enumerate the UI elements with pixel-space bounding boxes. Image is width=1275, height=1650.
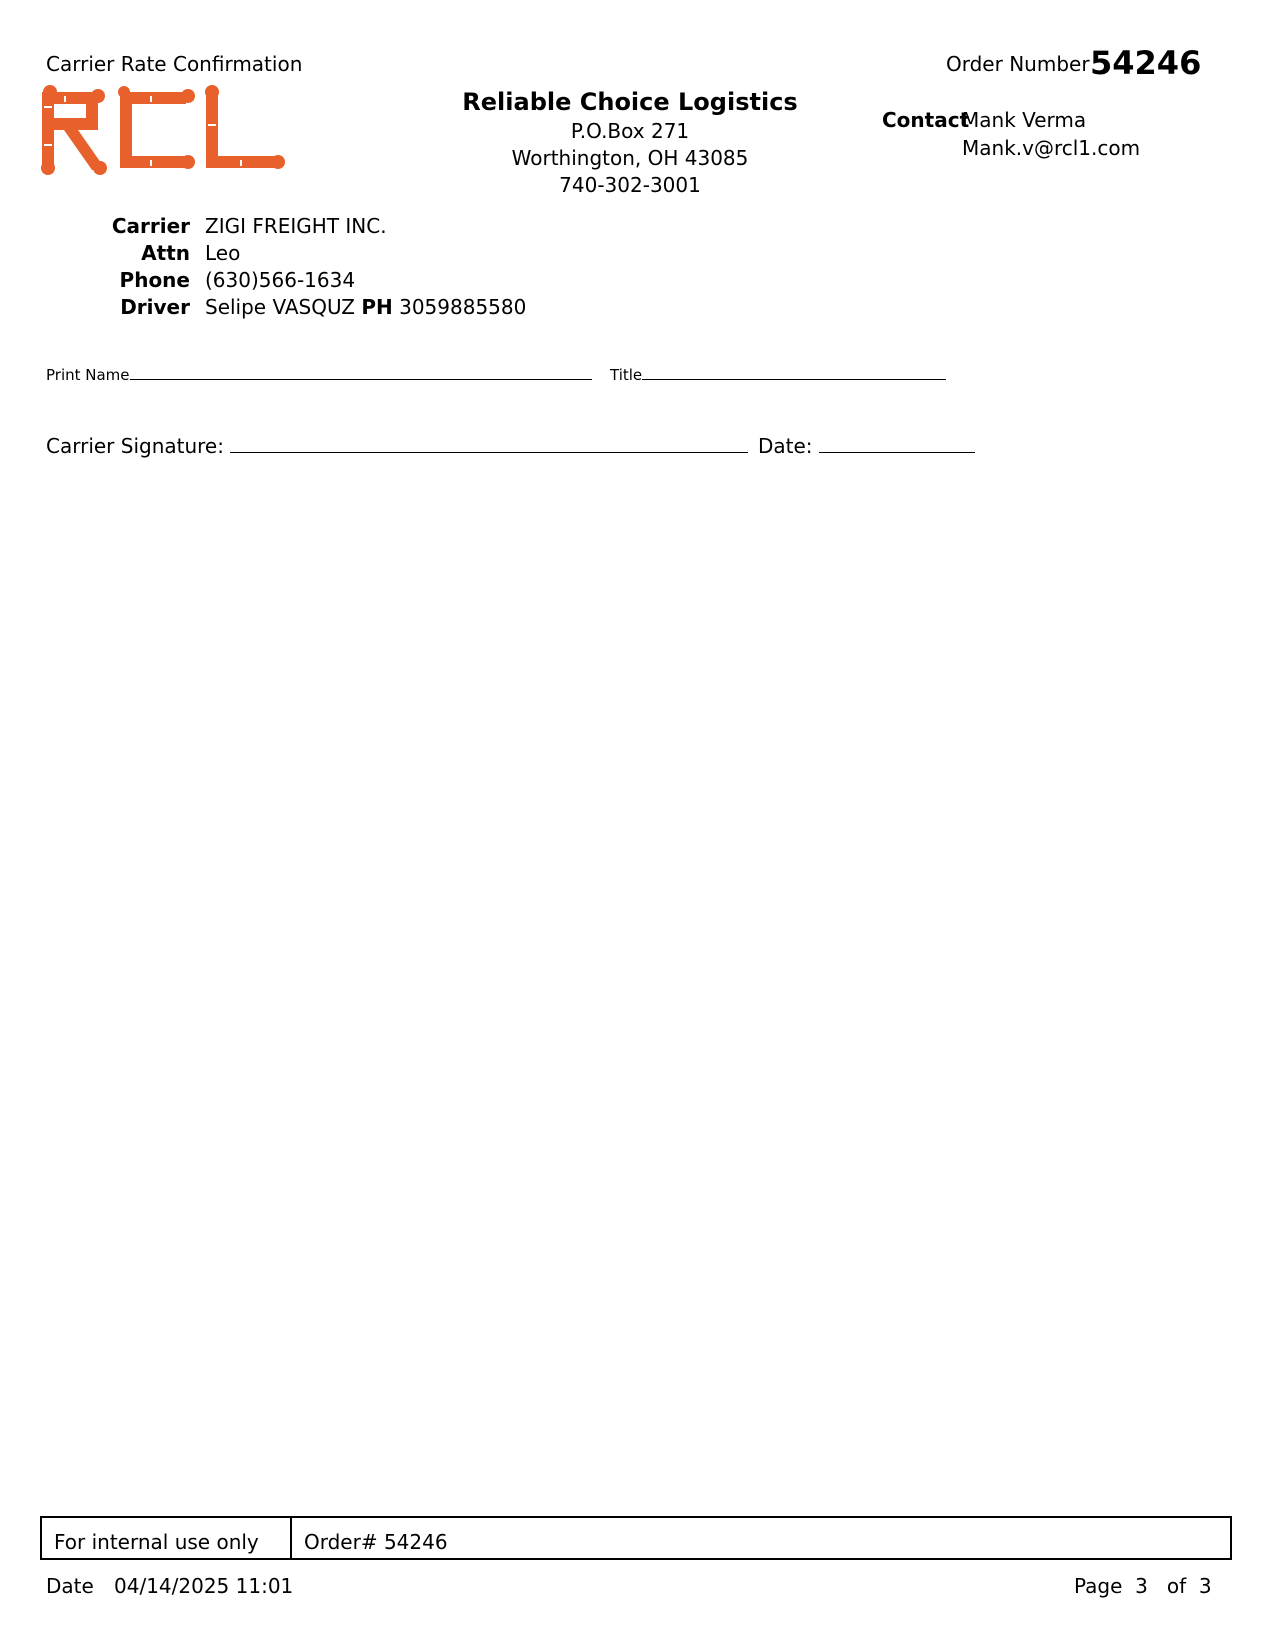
- attn-value: Leo: [205, 241, 241, 265]
- title-line[interactable]: [642, 379, 946, 380]
- date-field[interactable]: [758, 434, 975, 458]
- company-block: [420, 86, 840, 199]
- phone-label: Phone: [119, 268, 190, 292]
- contact-email: Mank.v@rcl1.com: [962, 136, 1141, 160]
- footer-internal-box: [40, 1516, 1232, 1560]
- document-title: Carrier Rate Confirmation: [46, 52, 303, 76]
- driver-label: Driver: [120, 295, 190, 319]
- carrier-value: ZIGI FREIGHT INC.: [205, 214, 387, 238]
- date-line[interactable]: [819, 452, 975, 453]
- rcl-logo: [40, 84, 292, 180]
- order-number: 54246: [1090, 44, 1202, 82]
- print-name-field[interactable]: [46, 366, 592, 384]
- company-city-state: Worthington, OH 43085: [511, 146, 749, 170]
- date-field-label: Date:: [758, 434, 813, 458]
- footer-order-ref: Order# 54246: [304, 1530, 448, 1554]
- attn-label: Attn: [141, 241, 190, 265]
- phone-value: (630)566-1634: [205, 268, 356, 292]
- driver-info: [205, 295, 526, 319]
- company-name: Reliable Choice Logistics: [462, 88, 798, 116]
- contact-name: Mank Verma: [962, 108, 1087, 132]
- print-name-label: Print Name: [46, 366, 130, 384]
- title-label: Title: [610, 366, 643, 384]
- carrier-signature-label: Carrier Signature:: [46, 434, 224, 458]
- rcl-logo-graphic: [40, 84, 292, 180]
- page-indicator: Page 3 of 3: [1074, 1574, 1212, 1598]
- footer-date-label: Date: [46, 1574, 94, 1598]
- footer-date-value: 04/14/2025 11:01: [114, 1574, 294, 1598]
- title-field[interactable]: [610, 366, 946, 384]
- carrier-label: Carrier: [111, 214, 190, 238]
- print-name-line[interactable]: [130, 379, 592, 380]
- company-phone: 740-302-3001: [559, 173, 701, 197]
- company-po-box: P.O.Box 271: [570, 119, 690, 143]
- carrier-signature-line[interactable]: [230, 452, 748, 453]
- driver-name: Selipe VASQUZ: [205, 295, 355, 319]
- order-number-label: Order Number: [946, 52, 1090, 76]
- carrier-signature-field[interactable]: [46, 434, 748, 458]
- contact-label: Contact: [882, 108, 970, 132]
- driver-ph-value: 3059885580: [399, 295, 527, 319]
- internal-use-label: For internal use only: [42, 1518, 292, 1558]
- driver-ph-label: PH: [361, 295, 393, 319]
